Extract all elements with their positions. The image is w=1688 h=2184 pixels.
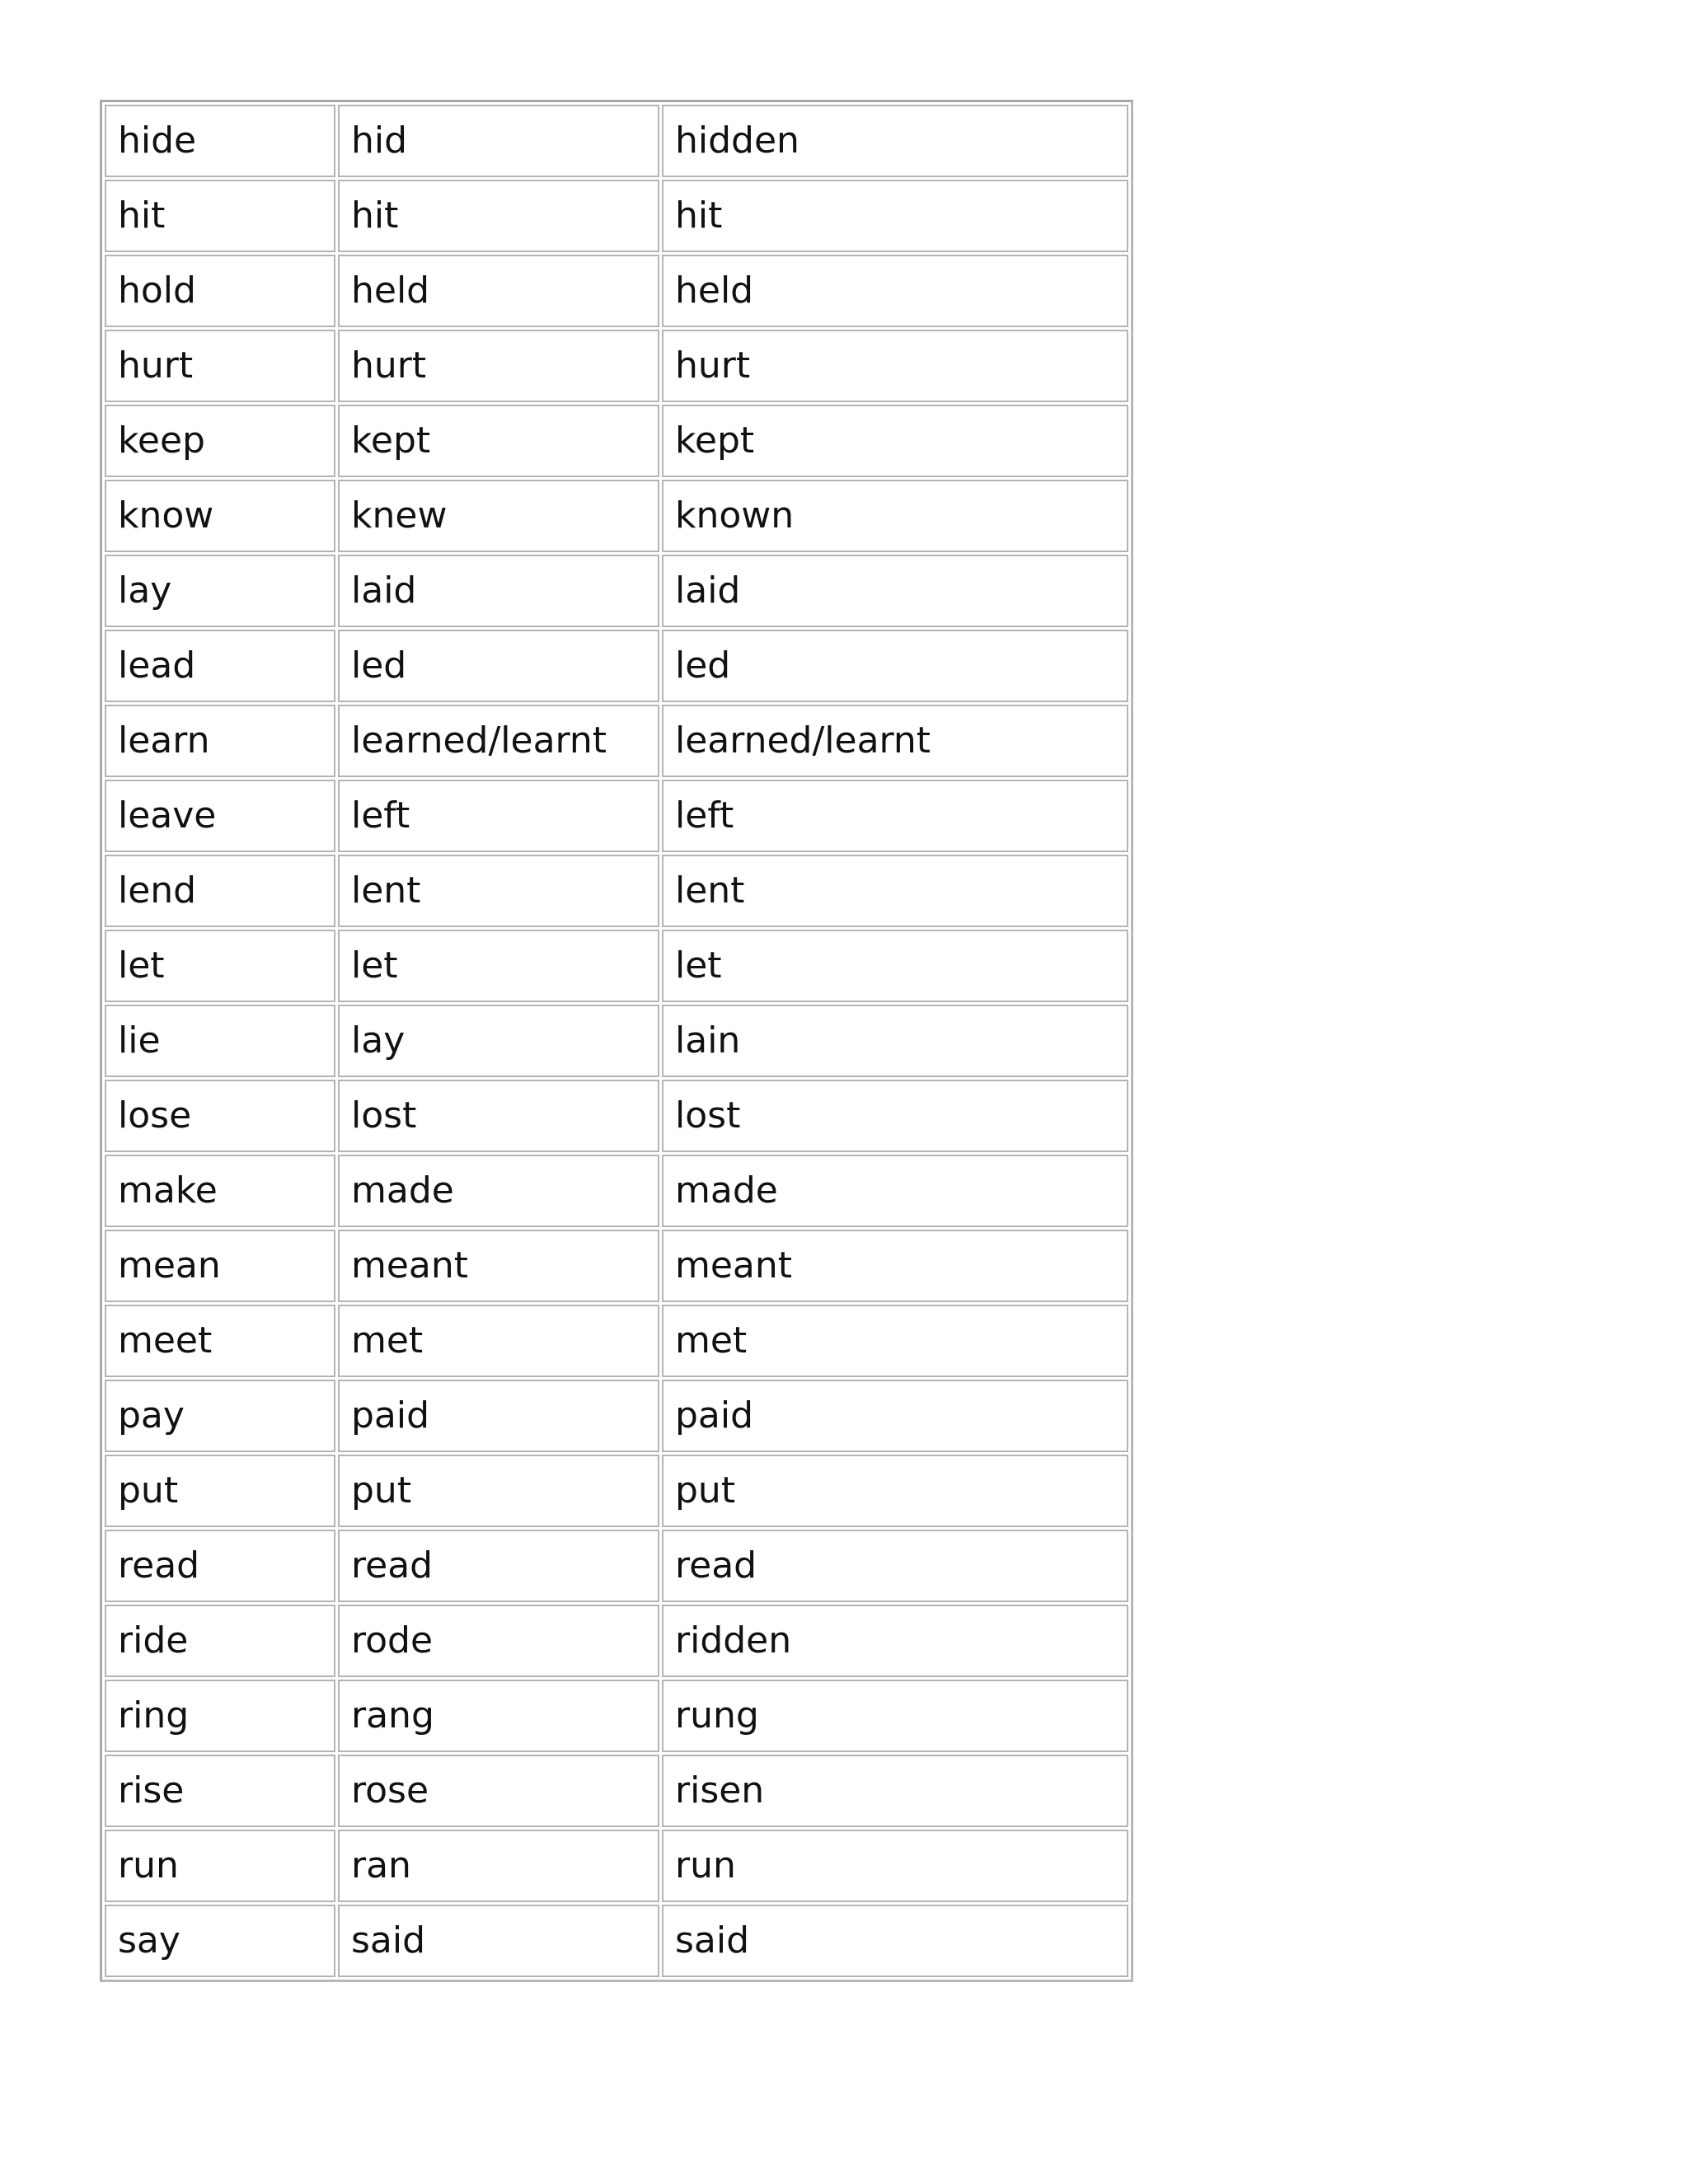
past-simple-cell: paid <box>338 1380 659 1452</box>
base-form-cell: let <box>105 930 335 1002</box>
base-form-cell: hide <box>105 105 335 177</box>
table-row <box>105 1905 1128 1977</box>
table-row <box>105 1530 1128 1602</box>
base-form-cell: keep <box>105 405 335 477</box>
irregular-verbs-table <box>100 100 1133 1982</box>
table-row <box>105 180 1128 252</box>
past-simple-cell: lent <box>338 855 659 927</box>
table-row <box>105 480 1128 552</box>
past-participle-cell: learned/learnt <box>662 705 1128 777</box>
base-form-cell: mean <box>105 1230 335 1302</box>
past-participle-cell: said <box>662 1905 1128 1977</box>
base-form-cell: make <box>105 1155 335 1227</box>
table-row <box>105 630 1128 702</box>
past-participle-cell: run <box>662 1830 1128 1902</box>
table-row <box>105 1080 1128 1152</box>
table-row <box>105 405 1128 477</box>
past-simple-cell: met <box>338 1305 659 1377</box>
past-participle-cell: read <box>662 1530 1128 1602</box>
verb-table-body <box>105 105 1128 1977</box>
past-participle-cell: lain <box>662 1005 1128 1077</box>
table-row <box>105 1380 1128 1452</box>
past-simple-cell: said <box>338 1905 659 1977</box>
past-simple-cell: laid <box>338 555 659 627</box>
past-simple-cell: made <box>338 1155 659 1227</box>
base-form-cell: hold <box>105 255 335 327</box>
table-row <box>105 1605 1128 1677</box>
base-form-cell: put <box>105 1455 335 1527</box>
table-row <box>105 780 1128 852</box>
past-participle-cell: risen <box>662 1755 1128 1827</box>
table-row <box>105 1230 1128 1302</box>
table-row <box>105 1305 1128 1377</box>
past-simple-cell: learned/learnt <box>338 705 659 777</box>
past-simple-cell: rang <box>338 1680 659 1752</box>
table-row <box>105 705 1128 777</box>
table-row <box>105 855 1128 927</box>
base-form-cell: ride <box>105 1605 335 1677</box>
past-participle-cell: let <box>662 930 1128 1002</box>
past-participle-cell: ridden <box>662 1605 1128 1677</box>
past-simple-cell: lost <box>338 1080 659 1152</box>
past-simple-cell: rose <box>338 1755 659 1827</box>
base-form-cell: learn <box>105 705 335 777</box>
past-simple-cell: ran <box>338 1830 659 1902</box>
base-form-cell: lay <box>105 555 335 627</box>
base-form-cell: run <box>105 1830 335 1902</box>
base-form-cell: hurt <box>105 330 335 402</box>
table-row <box>105 1455 1128 1527</box>
base-form-cell: pay <box>105 1380 335 1452</box>
past-participle-cell: paid <box>662 1380 1128 1452</box>
base-form-cell: lend <box>105 855 335 927</box>
past-participle-cell: made <box>662 1155 1128 1227</box>
table-row <box>105 1155 1128 1227</box>
past-participle-cell: held <box>662 255 1128 327</box>
table-row <box>105 105 1128 177</box>
past-participle-cell: known <box>662 480 1128 552</box>
table-row <box>105 1680 1128 1752</box>
past-participle-cell: kept <box>662 405 1128 477</box>
past-simple-cell: rode <box>338 1605 659 1677</box>
past-participle-cell: hidden <box>662 105 1128 177</box>
table-row <box>105 1755 1128 1827</box>
base-form-cell: know <box>105 480 335 552</box>
past-simple-cell: meant <box>338 1230 659 1302</box>
past-simple-cell: read <box>338 1530 659 1602</box>
past-participle-cell: rung <box>662 1680 1128 1752</box>
past-participle-cell: hurt <box>662 330 1128 402</box>
base-form-cell: say <box>105 1905 335 1977</box>
past-simple-cell: kept <box>338 405 659 477</box>
past-simple-cell: hit <box>338 180 659 252</box>
past-participle-cell: lent <box>662 855 1128 927</box>
past-simple-cell: lay <box>338 1005 659 1077</box>
table-row <box>105 255 1128 327</box>
past-simple-cell: hid <box>338 105 659 177</box>
past-participle-cell: met <box>662 1305 1128 1377</box>
base-form-cell: read <box>105 1530 335 1602</box>
base-form-cell: leave <box>105 780 335 852</box>
past-simple-cell: put <box>338 1455 659 1527</box>
past-simple-cell: let <box>338 930 659 1002</box>
table-row <box>105 930 1128 1002</box>
past-participle-cell: meant <box>662 1230 1128 1302</box>
base-form-cell: lie <box>105 1005 335 1077</box>
past-simple-cell: hurt <box>338 330 659 402</box>
base-form-cell: lose <box>105 1080 335 1152</box>
past-participle-cell: laid <box>662 555 1128 627</box>
base-form-cell: rise <box>105 1755 335 1827</box>
table-row <box>105 1005 1128 1077</box>
table-row <box>105 555 1128 627</box>
past-simple-cell: held <box>338 255 659 327</box>
past-simple-cell: led <box>338 630 659 702</box>
past-participle-cell: hit <box>662 180 1128 252</box>
past-participle-cell: led <box>662 630 1128 702</box>
table-row <box>105 1830 1128 1902</box>
past-simple-cell: left <box>338 780 659 852</box>
past-participle-cell: put <box>662 1455 1128 1527</box>
past-participle-cell: left <box>662 780 1128 852</box>
base-form-cell: ring <box>105 1680 335 1752</box>
past-participle-cell: lost <box>662 1080 1128 1152</box>
base-form-cell: meet <box>105 1305 335 1377</box>
table-row <box>105 330 1128 402</box>
base-form-cell: lead <box>105 630 335 702</box>
past-simple-cell: knew <box>338 480 659 552</box>
base-form-cell: hit <box>105 180 335 252</box>
